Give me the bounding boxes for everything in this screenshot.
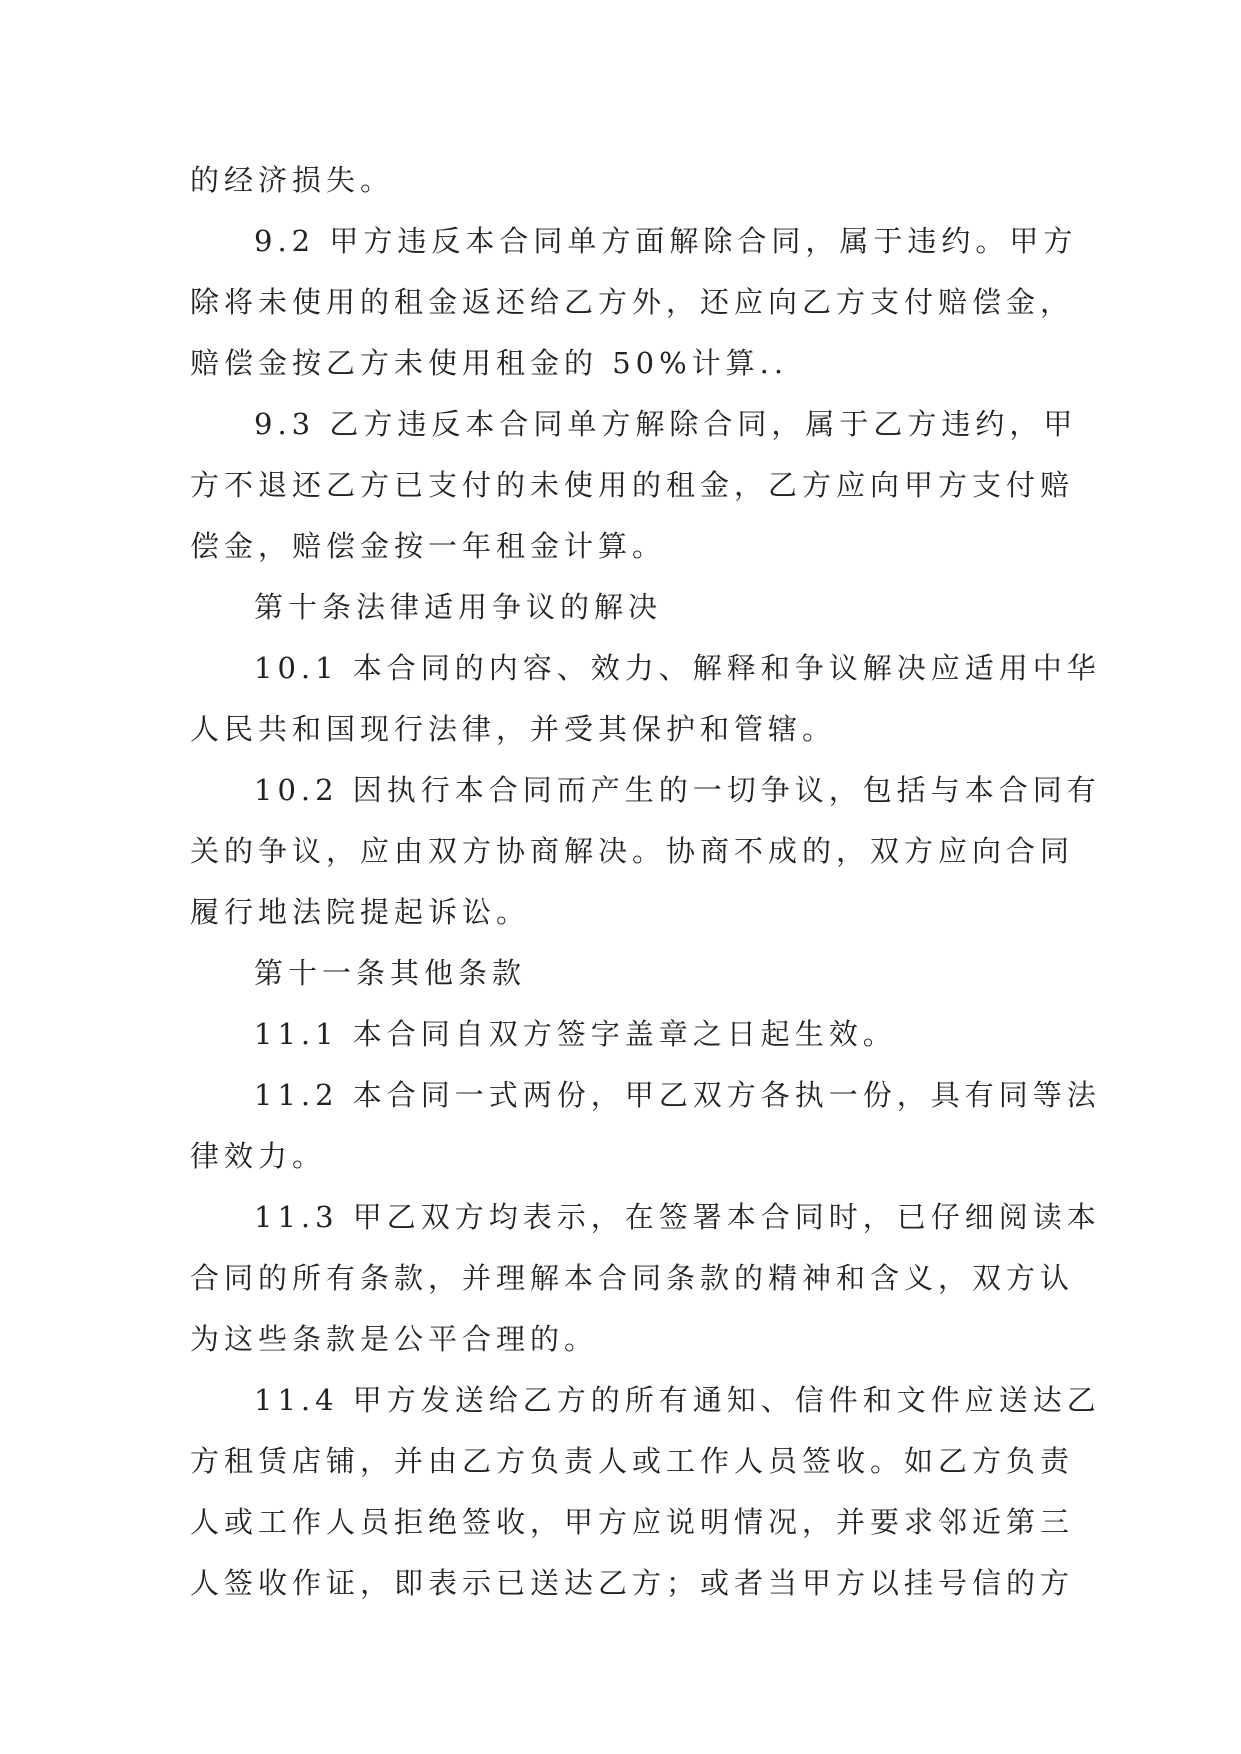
text-line: 律效力。: [190, 1139, 327, 1173]
text-line: 第十一条其他条款: [254, 956, 527, 990]
text-line: 偿金，赔偿金按一年租金计算。: [190, 529, 667, 563]
text-line: 人签收作证，即表示已送达乙方；或者当甲方以挂号信的方: [190, 1566, 1075, 1600]
text-line: 除将未使用的租金返还给乙方外，还应向乙方支付赔偿金，: [190, 285, 1075, 319]
text-line: 为这些条款是公平合理的。: [190, 1322, 599, 1356]
text-line: 9.2 甲方违反本合同单方面解除合同，属于违约。甲方: [254, 224, 1078, 258]
text-line: 10.2 因执行本合同而产生的一切争议，包括与本合同有: [254, 773, 1101, 807]
text-line: 人或工作人员拒绝签收，甲方应说明情况，并要求邻近第三: [190, 1505, 1075, 1539]
text-line: 方租赁店铺，并由乙方负责人或工作人员签收。如乙方负责: [190, 1444, 1075, 1478]
text-line: 11.4 甲方发送给乙方的所有通知、信件和文件应送达乙: [254, 1383, 1101, 1417]
document-body: [190, 150, 1101, 1614]
text-line: 的经济损失。: [190, 163, 395, 197]
text-line: 11.3 甲乙双方均表示，在签署本合同时，已仔细阅读本: [254, 1200, 1101, 1234]
text-line: 10.1 本合同的内容、效力、解释和争议解决应适用中华: [254, 651, 1101, 685]
text-line: 人民共和国现行法律，并受其保护和管辖。: [190, 712, 837, 746]
text-line: 关的争议，应由双方协商解决。协商不成的，双方应向合同: [190, 834, 1075, 868]
text-line: 履行地法院提起诉讼。: [190, 895, 531, 929]
text-line: 合同的所有条款，并理解本合同条款的精神和含义，双方认: [190, 1261, 1075, 1295]
text-line: 11.2 本合同一式两份，甲乙双方各执一份，具有同等法: [254, 1078, 1101, 1112]
text-line: 方不退还乙方已支付的未使用的租金，乙方应向甲方支付赔: [190, 468, 1075, 502]
text-line: 赔偿金按乙方未使用租金的 50%计算..: [190, 346, 789, 380]
text-line: 9.3 乙方违反本合同单方解除合同，属于乙方违约，甲: [254, 407, 1078, 441]
text-line: 11.1 本合同自双方签字盖章之日起生效。: [254, 1017, 897, 1051]
text-line: 第十条法律适用争议的解决: [254, 590, 663, 624]
